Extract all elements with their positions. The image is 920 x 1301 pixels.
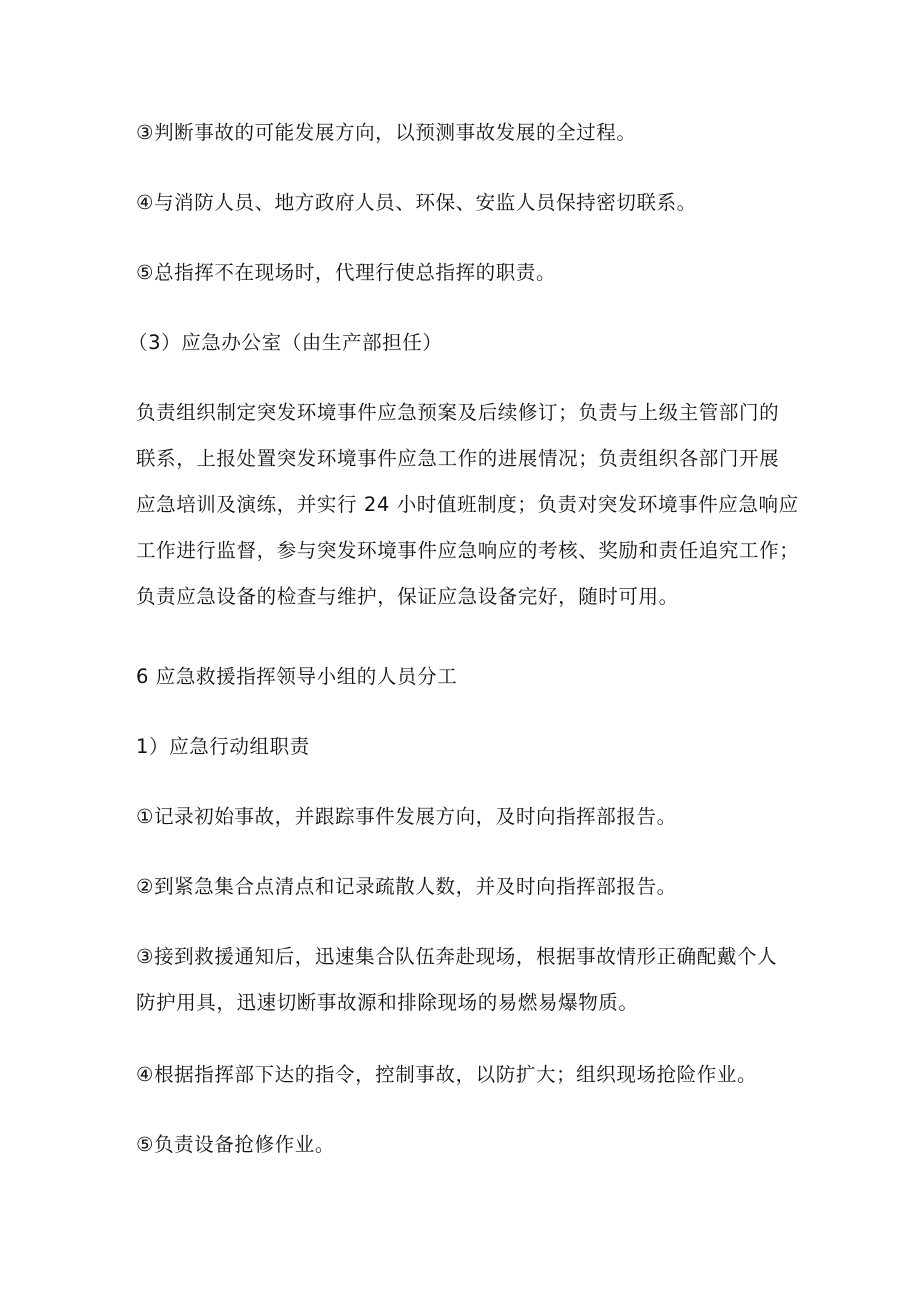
- paragraph-line: 防护用具，迅速切断事故源和排除现场的易燃易爆物质。: [136, 991, 639, 1014]
- paragraph-line: ③接到救援通知后，迅速集合队伍奔赴现场，根据事故情形正确配戴个人: [136, 945, 778, 968]
- item-4-keep-contact: ④与消防人员、地方政府人员、环保、安监人员保持密切联系。: [136, 191, 697, 214]
- action-item-2: ②到紧急集合点清点和记录疏散人数，并及时向指挥部报告。: [136, 875, 677, 898]
- item-5-acting-commander: ⑤总指挥不在现场时，代理行使总指挥的职责。: [136, 261, 557, 284]
- action-item-4: ④根据指挥部下达的指令，控制事故，以防扩大；组织现场抢险作业。: [136, 1063, 758, 1086]
- section-3-heading: （3）应急办公室（由生产部担任）: [128, 331, 443, 354]
- paragraph-line: 工作进行监督，参与突发环境事件应急响应的考核、奖励和责任追究工作；: [136, 539, 800, 562]
- action-item-1: ①记录初始事故，并跟踪事件发展方向，及时向指挥部报告。: [136, 805, 677, 828]
- paragraph-line: 联系，上报处置突发环境事件应急工作的进展情况；负责组织各部门开展: [136, 447, 780, 470]
- subsection-1-heading: 1）应急行动组职责: [136, 735, 310, 758]
- paragraph-line: 应急培训及演练，并实行 24 小时值班制度；负责对突发环境事件应急响应: [136, 493, 799, 516]
- item-3-judge-direction: ③判断事故的可能发展方向，以预测事故发展的全过程。: [136, 121, 637, 144]
- office-duties-paragraph: [136, 400, 800, 630]
- paragraph-line: 负责组织制定突发环境事件应急预案及后续修订；负责与上级主管部门的: [136, 401, 780, 424]
- action-item-5: ⑤负责设备抢修作业。: [136, 1133, 335, 1156]
- paragraph-line: 负责应急设备的检查与维护，保证应急设备完好，随时可用。: [136, 585, 679, 608]
- action-item-3: [136, 944, 796, 1036]
- chapter-6-heading: 6 应急救援指挥领导小组的人员分工: [136, 665, 458, 688]
